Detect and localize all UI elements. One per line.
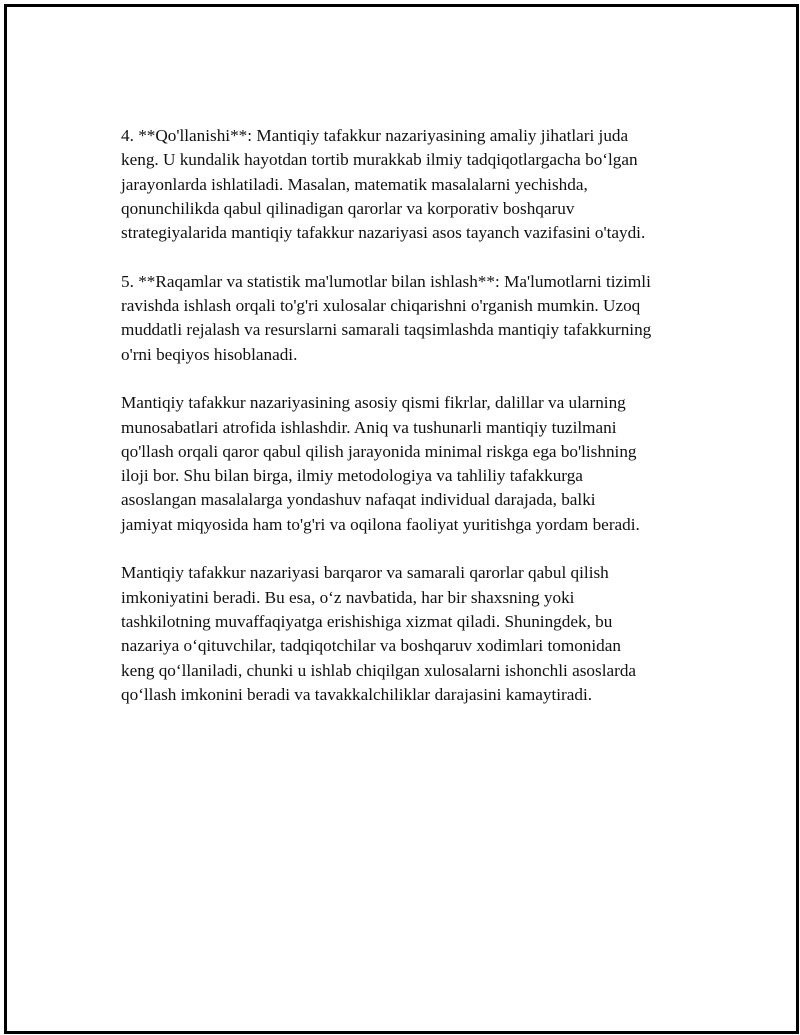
text-line: keng. U kundalik hayotdan tortib murakkab ilmiy tadqiqotlargacha bo‘lgan [121, 150, 638, 170]
text-line: munosabatlari atrofida ishlashdir. Aniq va tushunarli mantiqiy tuzilmani [121, 417, 617, 437]
text-line: ravishda ishlash orqali to'g'ri xulosalar chiqarishni o'rganish mumkin. Uzoq [121, 296, 641, 316]
text-line: imkoniyatini beradi. Bu esa, o‘z navbatida, har bir shaxsning yoki [121, 587, 575, 607]
text-line: nazariya o‘qituvchilar, tadqiqotchilar va boshqaruv xodimlari tomonidan [121, 636, 621, 656]
text-line: jamiyat miqyosida ham to'g'ri va oqilona faoliyat yuritishga yordam beradi. [121, 514, 640, 534]
text-line: asoslangan masalalarga yondashuv nafaqat individual darajada, balki [121, 490, 596, 510]
paragraph-statistics [121, 270, 701, 367]
text-line: o'rni beqiyos hisoblanadi. [121, 344, 298, 364]
text-line: 5. **Raqamlar va statistik ma'lumotlar bilan ishlash**: Ma'lumotlarni tizimli [121, 271, 651, 291]
paragraph-conclusion [121, 561, 701, 707]
text-line: tashkilotning muvaffaqiyatga erishishiga xizmat qiladi. Shuningdek, bu [121, 611, 613, 631]
document-body [121, 124, 701, 731]
text-line: jarayonlarda ishlatiladi. Masalan, matematik masalalarni yechishda, [121, 174, 588, 194]
paragraph-usage [121, 124, 701, 245]
text-line: 4. **Qo'llanishi**: Mantiqiy tafakkur nazariyasining amaliy jihatlari juda [121, 126, 629, 145]
page-frame [4, 4, 799, 1034]
text-line: strategiyalarida mantiqiy tafakkur nazariyasi asos tayanch vazifasini o'taydi. [121, 223, 646, 243]
text-line: keng qo‘llaniladi, chunki u ishlab chiqilgan xulosalarni ishonchli asoslarda [121, 660, 637, 680]
text-line: muddatli rejalash va resurslarni samarali taqsimlashda mantiqiy tafakkurning [121, 320, 652, 340]
paragraph-core-concept [121, 391, 701, 537]
text-line: Mantiqiy tafakkur nazariyasi barqaror va samarali qarorlar qabul qilish [121, 563, 609, 583]
text-line: qo'llash orqali qaror qabul qilish jarayonida minimal riskga ega bo'lishning [121, 441, 637, 461]
text-line: iloji bor. Shu bilan birga, ilmiy metodologiya va tahliliy tafakkurga [121, 466, 583, 486]
text-line: qo‘llash imkonini beradi va tavakkalchiliklar darajasini kamaytiradi. [121, 684, 593, 704]
text-line: qonunchilikda qabul qilinadigan qarorlar va korporativ boshqaruv [121, 198, 575, 218]
text-line: Mantiqiy tafakkur nazariyasining asosiy qismi fikrlar, dalillar va ularning [121, 393, 626, 413]
